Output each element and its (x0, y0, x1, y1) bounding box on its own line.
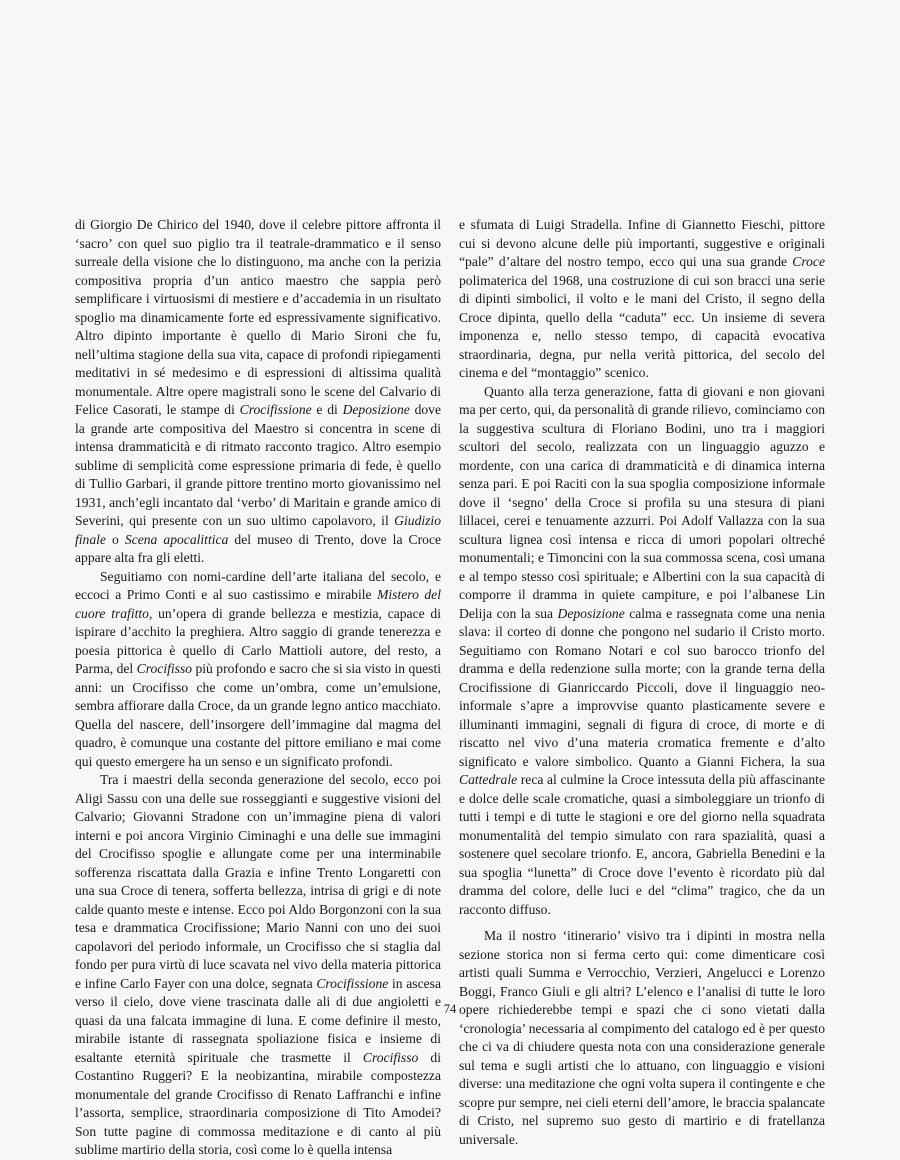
text-run: , un’opera di grande bellezza e mestizia, capace di ispirare d’acchito la preghiera. Altro saggio di grande tenerezza e poesia pittorica è quello di Carlo Mattioli autore, del resto, a Parma, del (75, 605, 441, 676)
text-run: Seguitiamo con nomi-cardine dell’arte italiana del secolo, e eccoci a Primo Conti e al suo castissimo e mirabile (75, 568, 441, 602)
italic-title: Crocifisso (136, 661, 193, 676)
text-run: e di (311, 402, 343, 417)
text-run: del museo di Trento, dove la Croce appare alta fra gli eletti. (75, 531, 442, 565)
paragraph (75, 568, 441, 772)
text-run: Tra i maestri della seconda generazione del secolo, ecco poi Aligi Sassu con una delle sue rosseggianti e suggestive visioni del Calvario; Giovanni Stradone con un’immagine piena di valori interni e poi ancora Virginio Ciminaghi e una delle sue immagini del Crocifisso spoglie e allungate come per una interminabile sofferenza riscattata dalla Grazia e infine Trento Longaretti con una sua Croce di tenera, sofferta bellezza, intrisa di grigi e di note calde quanto meste e intense. Ecco poi Aldo Borgonzoni con la sua tesa e drammatica Crocifissione; Mario Nanni con uno dei suoi capolavori del periodo informale, un Crocifisso che si staglia dal fondo per pura virtù di luce scavata nel vivo della materia pittorica e infine Carlo Fayer con una dolce, segnata (75, 772, 441, 991)
paragraph (459, 383, 825, 920)
text-run: polimaterica del 1968, una costruzione di cui son bracci una serie di dipinti simbolici, il volto e le mani del Cristo, il segno della Croce dipinta, quello della “caduta” ecc. Un insieme di severa imponenza e, nello stesso tempo, di capacità evocativa straordinaria, degna, pur nella verità pittorica, del secolo del cinema e del “montaggio” scenico. (459, 272, 825, 380)
text-run: in ascesa verso il cielo, dove viene trascinata dalle ali di due angioletti e quasi da una falcata immagine di luna. E come definire il mesto, mirabile istante di rassegnata spoliazione fisica e insieme di esaltante eternità spirituale che trasmette il (75, 975, 441, 1065)
paragraph (459, 216, 825, 383)
italic-title: Giudizio finale (75, 513, 441, 547)
text-run: o (105, 531, 125, 547)
italic-title: Crocifisso (362, 1049, 419, 1065)
text-run: e sfumata di Luigi Stradella. Infine di Giannetto Fieschi, pittore cui si devono alcune delle più importanti, suggestive e originali “pale” d’altare del nostro tempo, ecco qui una sua grande (459, 217, 825, 269)
text-run: Ma il nostro ‘itinerario’ visivo tra i dipinti in mostra nella sezione storica non si ferma certo qui: come dimenticare così artisti quali Summa e Verrocchio, Verzieri, Angelucci e Lorenzo Boggi, Franco Giuli e gli altri? L’elenco e l’analisi di tutte le loro opere richiederebbe tempi e spazi che ci sono vietati dalla ‘cronologia’ necessaria al compimento del catalogo ed è per questo che ci va di chiudere questa nota con una considerazione generale sul tema e sugli artisti che lo attuano, con linguaggio e visioni diverse: una meditazione che ogni volta supera il contingente e che scopre pur sempre, nei cieli eterni dell’amore, le braccia spalancate di Cristo, nel supremo suo gesto di martirio e di fratellanza universale. (459, 928, 825, 1147)
text-run: calma e rassegnata come una nenia slava: il corteo di donne che pongono nel sudario il Cristo morto. Seguitiamo con Romano Notari e col suo barocco trionfo del dramma e della redenzione sulla morte; con la grande terna della Crocifissione di Gianriccardo Piccoli, dove il linguaggio neo-informale s’apre a improvvise quanto plasticamente severe e illuminanti immagini, segnali di figura di croce, di morte e di riscatto nel vivo d’una materia cromatica fremente e d’alto significato e valore simbolico. Quanto a Gianni Fichera, la sua (459, 605, 825, 769)
italic-title: Crocifissione (239, 402, 312, 417)
italic-title: Scena apocalittica (124, 531, 229, 547)
page-number: 74 (443, 1002, 457, 1016)
paragraph (75, 771, 441, 1160)
text-run: più profondo e sacro che si sia visto in questi anni: un Crocifisso che come un’ombra, come un’emulsione, sembra affiorare dalla Croce, da un grande legno antico macchiato. Quella del nascere, dell’insorgere dell’immagine dal magma del quadro, è comunque una costante del pittore emiliano e mai come qui questo emergere ha un senso e un significato profondi. (75, 661, 441, 769)
left-text-column (75, 216, 441, 1160)
italic-title: Cattedrale (459, 772, 518, 787)
text-run: di Giorgio De Chirico del 1940, dove il celebre pittore affronta il ‘sacro’ con quel suo piglio tra il teatrale-drammatico e il senso surreale della visione che lo distinguono, ma anche con la perizia compositiva propria d’un antico maestro che sappia però semplificare i virtuosismi di mestiere e d’accademia in un risultato spoglio ma dinamicamente forte ed espressivamente significativo. Altro dipinto importante è quello di Mario Sironi che fu, nell’ultima stagione della sua vita, capace di profondi ripiegamenti meditativi in sé medesimo e di espressioni di altissima qualità monumentale. Altre opere magistrali sono le scene del Calvario di Felice Casorati, le stampe di (75, 217, 441, 417)
italic-title: Croce (792, 254, 825, 269)
italic-title: Crocifissione (316, 975, 389, 991)
paragraph (75, 216, 441, 568)
text-run: reca al culmine la Croce intessuta della più affascinante e dolce delle scale cromatiche, quasi a simboleggiare un trionfo di tutti i tempi e di tutte le stagioni e ore del giorno nella squadrata monumentalità del tempio simulato con rara spazialità, quasi a sostenere quel secolare trionfo. E, ancora, Gabriella Benedini e la sua spoglia “lunetta” di Croce dove l’evento è ricordato più dal dramma del colore, delle luci e del “clima” tragico, che da un racconto diffuso. (459, 772, 825, 917)
italic-title: Deposizione (342, 402, 410, 417)
italic-title: Deposizione (557, 605, 625, 621)
text-run: Quanto alla terza generazione, fatta di giovani e non giovani ma per certo, qui, da personalità di grande rilievo, cominciamo con la suggestiva scultura di Floriano Bodini, uno tra i maggiori scultori del secolo, realizzata con un linguaggio aguzzo e mordente, con una carica di drammaticità e di dinamica interna senza pari. E poi Raciti con la sua spoglia composizione informale dove il ‘segno’ della Croce si profila su una stesura di piani lillacei, cerei e tenuamente azzurri. Poi Adolf Vallazza con la sua scultura lignea così intensa e ricca di umori popolari oltreché monumentali; e Timoncini con la sua commossa scena, così umana e al tempo stesso così spirituale; e Albertini con la sua capacità di comporre il dramma in quiete campiture, e poi l’albanese Lin Delija con la sua (459, 383, 825, 621)
text-run: di Costantino Ruggeri? E la neobizantina, mirabile compostezza monumentale del grande Crocifisso di Renato Laffranchi e infine l’assorta, semplice, straordinaria composizione di Tito Amodei? Son tutte pagine di commossa meditazione e di canto al più sublime martirio della storia, così come lo è quella intensa (75, 1049, 441, 1157)
italic-title: Mistero del cuore trafitto (75, 587, 441, 621)
text-run: dove la grande arte compositiva del Maestro si concentra in scene di intensa drammaticità e di ritmato racconto tragico. Altro esempio sublime di semplicità come espressione primaria di fede, è quello di Tullio Garbari, il grande pittore trentino morto giovanissimo nel 1931, anch’egli incantato dal ‘verbo’ di Maritain e grande amico di Severini, qui presente con un suo ultimo capolavoro, il (75, 402, 441, 528)
paragraph (459, 927, 825, 1149)
